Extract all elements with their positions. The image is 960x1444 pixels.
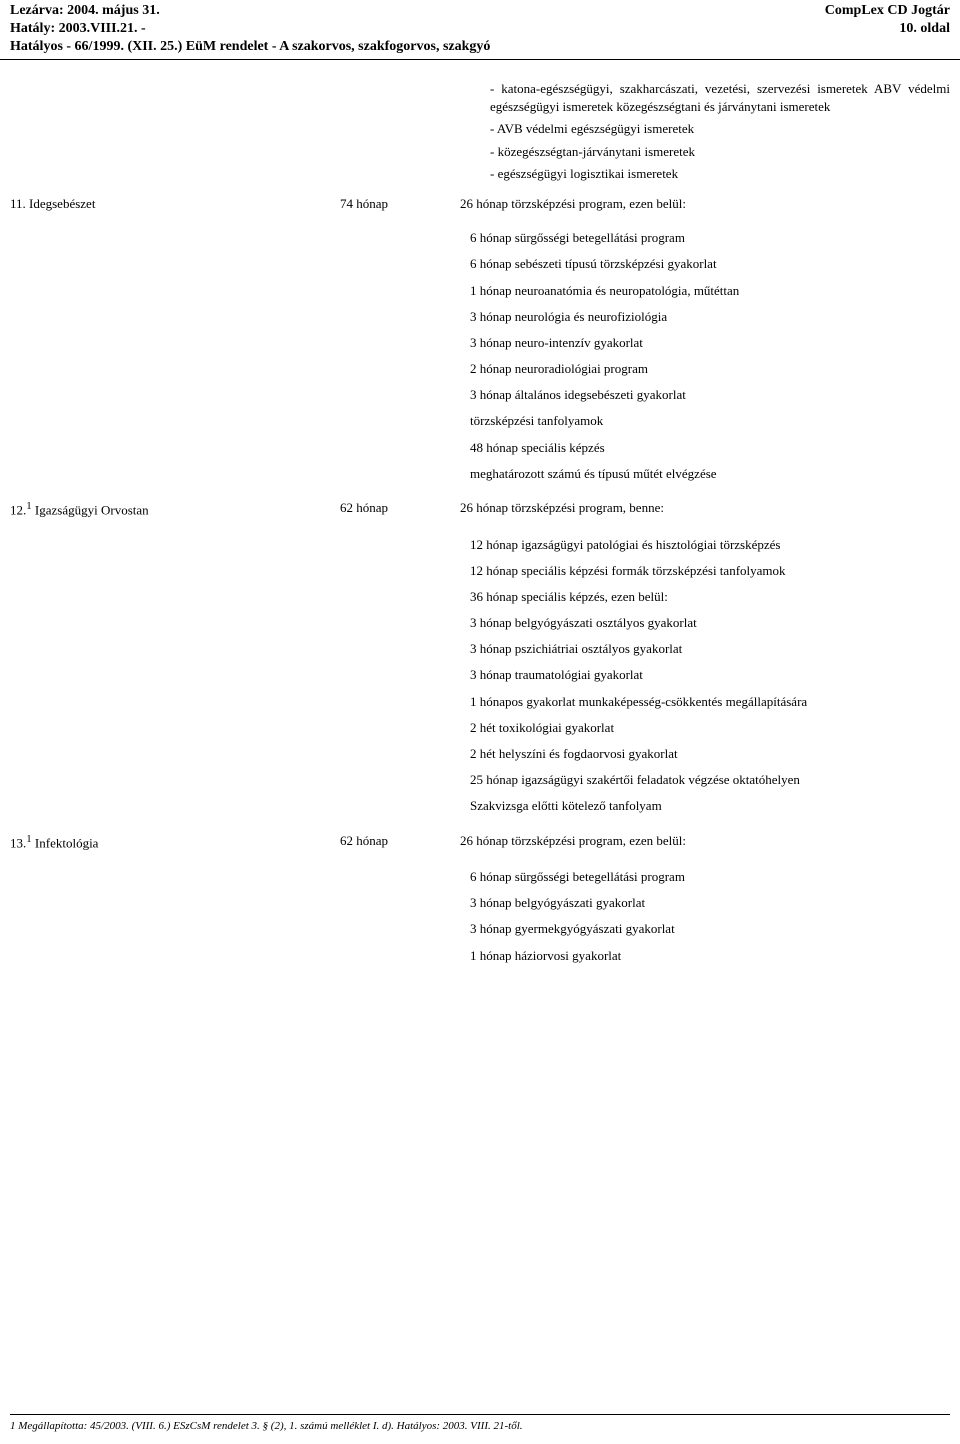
entry-13	[10, 832, 950, 853]
intro-item-3: - közegészségtan-járványtani ismeretek	[490, 143, 696, 159]
entry-13-number: 13.$^1$ Infektológia	[10, 832, 99, 850]
entry-12-sub-5: 3 hónap pszichiátriai osztályos gyakorlat	[470, 641, 683, 657]
entry-12-main: 26 hónap törzsképzési program, benne:	[460, 500, 664, 515]
entry-11-sub-7: 3 hónap általános idegsebészeti gyakorlat	[470, 387, 686, 403]
entry-12-sub-7: 1 hónapos gyakorlat munkaképesség-csökkentés megállapítására	[470, 693, 808, 709]
header-line1: Lezárva: 2004. május 31.	[10, 3, 160, 18]
page-header	[0, 0, 960, 60]
entry-11-main: 26 hónap törzsképzési program, ezen belül:	[460, 195, 686, 211]
entry-11	[10, 195, 950, 213]
header-line2: Hatály: 2003.VIII.21. -	[10, 21, 146, 37]
entry-11-sub-items	[470, 229, 950, 483]
page-number: 10. oldal	[899, 21, 950, 37]
document-content	[0, 60, 960, 993]
intro-item-1: - katona-egészségügyi, szakharcászati, vezetési, szervezési ismeretek ABV védelmi egészségügyi ismeretek közegészségtani és járványtani ismeretek	[490, 81, 950, 115]
entry-12	[10, 499, 950, 520]
entry-12-sub-items	[470, 536, 950, 816]
entry-13-sub-2: 3 hónap belgyógyászati gyakorlat	[470, 895, 646, 911]
entry-11-sub-2: 6 hónap sebészeti típusú törzsképzési gyakorlat	[470, 256, 717, 272]
entry-12-sub-9: 2 hét helyszíni és fogdaorvosi gyakorlat	[470, 746, 678, 762]
header-left	[10, 0, 490, 59]
entry-11-sub-10: meghatározott számú és típusú műtét elvégzése	[470, 465, 717, 481]
entry-12-sub-8: 2 hét toxikológiai gyakorlat	[470, 719, 615, 735]
entry-13-sub-1: 6 hónap sürgősségi betegellátási program	[470, 869, 685, 885]
entry-13-duration: 62 hónap	[340, 832, 389, 848]
entry-11-sub-5: 3 hónap neuro-intenzív gyakorlat	[470, 334, 643, 350]
page-footer: 1 Megállapította: 45/2003. (VIII. 6.) ESzCsM rendelet 3. § (2), 1. számú melléklet I. d). Hatályos: 2003. VIII. 21-től.	[10, 1414, 950, 1434]
entry-13-sub-3: 3 hónap gyermekgyógyászati gyakorlat	[470, 921, 675, 937]
entry-11-sub-1: 6 hónap sürgősségi betegellátási program	[470, 230, 685, 246]
entry-11-sub-3: 1 hónap neuroanatómia és neuropatológia, műtéttan	[470, 282, 740, 298]
entry-12-sub-2: 12 hónap speciális képzési formák törzsképzési tanfolyamok	[470, 562, 786, 578]
header-line3: Hatályos - 66/1999. (XII. 25.) EüM rendelet - A szakorvos, szakfogorvos, szakgyó	[10, 39, 491, 55]
entry-13-main: 26 hónap törzsképzési program, ezen belül:	[460, 832, 686, 848]
entry-12-sub-4: 3 hónap belgyógyászati osztályos gyakorlat	[470, 615, 697, 631]
entry-12-sub-11: Szakvizsga előtti kötelező tanfolyam	[470, 798, 662, 814]
entry-13-sub-4: 1 hónap háziorvosi gyakorlat	[470, 947, 622, 963]
entry-12-number: 12.$^1$ Igazságügyi Orvostan	[10, 500, 149, 518]
entry-13-sub-items	[470, 868, 950, 965]
entry-11-number: 11. Idegsebészet	[10, 195, 96, 211]
entry-11-sub-8: törzsképzési tanfolyamok	[470, 413, 604, 429]
entry-12-sub-1: 12 hónap igazságügyi patológiai és hisztológiai törzsképzés	[470, 536, 781, 552]
entry-12-sub-3: 36 hónap speciális képzés, ezen belül:	[470, 588, 668, 604]
entry-12-duration: 62 hónap	[340, 500, 389, 515]
entry-11-sub-9: 48 hónap speciális képzés	[470, 439, 605, 455]
entry-12-sub-6: 3 hónap traumatológiai gyakorlat	[470, 667, 643, 683]
entry-11-sub-6: 2 hónap neuroradiológiai program	[470, 361, 648, 377]
entry-11-duration: 74 hónap	[340, 195, 389, 211]
header-right	[825, 0, 950, 59]
header-title: CompLex CD Jogtár	[824, 3, 950, 18]
entry-12-sub-10: 25 hónap igazságügyi szakértői feladatok végzése oktatóhelyen	[470, 772, 800, 788]
entry-11-sub-4: 3 hónap neurológia és neurofiziológia	[470, 308, 668, 324]
intro-list	[490, 80, 950, 183]
intro-item-2: - AVB védelmi egészségügyi ismeretek	[490, 121, 695, 137]
intro-item-4: - egészségügyi logisztikai ismeretek	[490, 165, 679, 181]
